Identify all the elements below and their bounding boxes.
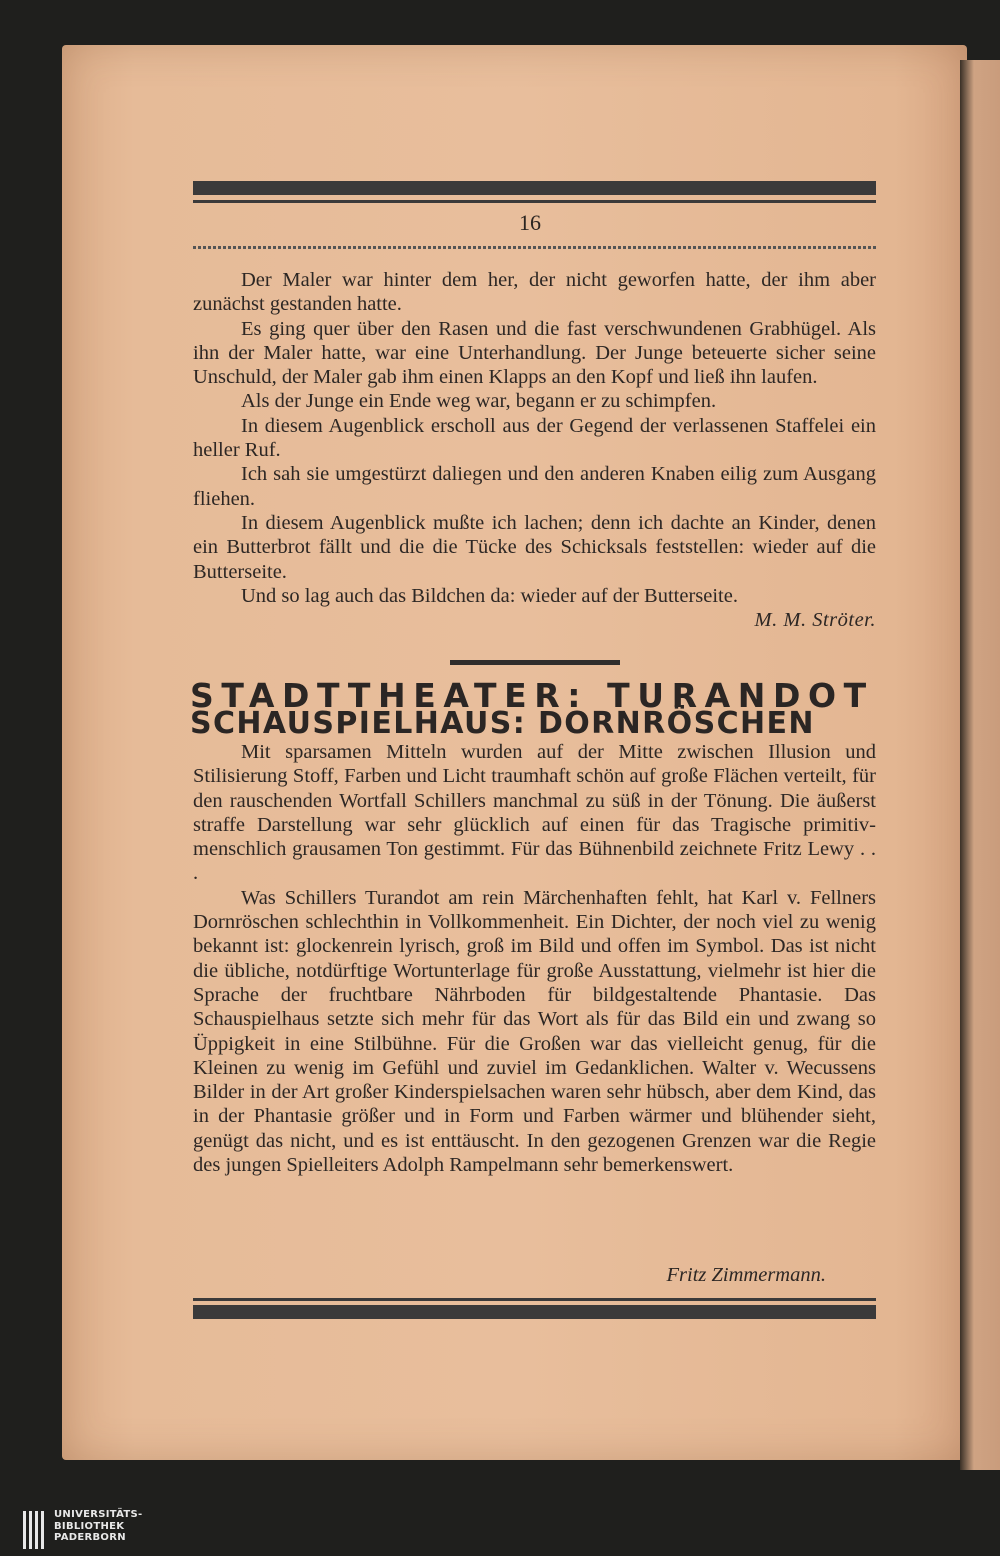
library-name-line: UNIVERSITÄTS- bbox=[54, 1509, 143, 1520]
story-signature: M. M. Ströter. bbox=[754, 609, 876, 632]
footer-bar bbox=[0, 1505, 1000, 1556]
story-last-text: Und so lag auch das Bildchen da: wieder auf der Butterseite. bbox=[241, 584, 738, 607]
page-number: 16 bbox=[519, 210, 541, 235]
top-rule-thick bbox=[193, 181, 876, 195]
review-headline-2: SCHAUSPIELHAUS: DORNRÖSCHEN bbox=[190, 706, 815, 741]
library-name-line: PADERBORN bbox=[54, 1532, 126, 1543]
section-divider bbox=[450, 660, 620, 665]
bottom-rule-thin bbox=[193, 1298, 876, 1301]
library-name bbox=[54, 1509, 143, 1544]
header-rule-dotted bbox=[193, 246, 876, 249]
library-logo-icon bbox=[22, 1509, 46, 1553]
review-headline-1: STADTTHEATER: TURANDOT bbox=[190, 676, 874, 715]
story-paragraph-last bbox=[193, 584, 876, 632]
story-paragraph: In diesem Augenblick mußte ich lachen; denn ich dachte an Kinder, denen ein Butterbrot fällt und die die Tücke des Schicksals feststellen: wieder auf die Butterseite. bbox=[193, 511, 876, 583]
story-paragraph: Ich sah sie umgestürzt daliegen und den anderen Knaben eilig zum Ausgang fliehen. bbox=[193, 463, 876, 510]
story-paragraph: Es ging quer über den Rasen und die fast verschwundenen Grabhügel. Als ihn der Maler hatte, war eine Unterhandlung. Der Junge beteuerte sicher seine Unschuld, der Maler gab ihm einen Klapps an den Kopf und ließ ihn laufen. bbox=[193, 317, 876, 389]
story-text bbox=[193, 268, 876, 632]
top-rule-thin bbox=[193, 200, 876, 203]
next-page-edge bbox=[960, 60, 1000, 1470]
review-paragraph: Mit sparsamen Mitteln wurden auf der Mitte zwischen Illusion und Stilisierung Stoff, Farben und Licht traumhaft schön auf große Flächen verteilt, für den rauschenden Wortfall Schillers manchmal zu süß in der Tönung. Die äußerst straffe Darstellung war sehr glücklich auf einen für das Tragische primitiv-menschlich grausamen Ton gestimmt. Für das Bühnenbild zeichnete Fritz Lewy . . . bbox=[193, 741, 876, 885]
story-paragraph: Der Maler war hinter dem her, der nicht geworfen hatte, der ihm aber zunächst gestanden hatte. bbox=[193, 269, 876, 316]
story-paragraph: Als der Junge ein Ende weg war, begann er zu schimpfen. bbox=[241, 390, 717, 413]
bottom-rule-thick bbox=[193, 1305, 876, 1319]
review-paragraph: Was Schillers Turandot am rein Märchenhaften fehlt, hat Karl v. Fellners Dornröschen schlechthin in Vollkommenheit. Ein Dichter, der noch viel zu wenig bekannt ist: glockenrein lyrisch, groß im Bild und offen im Symbol. Das ist nicht die übliche, notdürftige Wortunterlage für große Ausstattung, vielmehr ist hier die Sprache der fruchtbare Nährboden für bildgestaltende Phantasie. Das Schauspielhaus setzte sich mehr für das Wort als für das Bild ein und zwang so Üppigkeit in eine Stilbühne. Für die Großen war das vielleicht genug, für die Kleinen zu wenig im Gefühl und zuviel im Gedanklichen. Walter v. Wecussens Bilder in der Art großer Kinderspielsachen waren sehr hübsch, aber dem Kind, das in der Phantasie größer und in Form und Farben wärmer und blühender sieht, genügt das nicht, und es ist enttäuscht. In den gezogenen Grenzen war die Regie des jungen Spielleiters Adolph Rampelmann sehr bemerkenswert. bbox=[193, 886, 876, 1177]
story-paragraph: In diesem Augenblick erscholl aus der Gegend der verlassenen Staffelei ein heller Ruf. bbox=[193, 414, 876, 462]
library-name-line: BIBLIOTHEK bbox=[54, 1520, 125, 1532]
review-text bbox=[193, 740, 876, 1177]
review-signature: Fritz Zimmermann. bbox=[666, 1264, 826, 1286]
